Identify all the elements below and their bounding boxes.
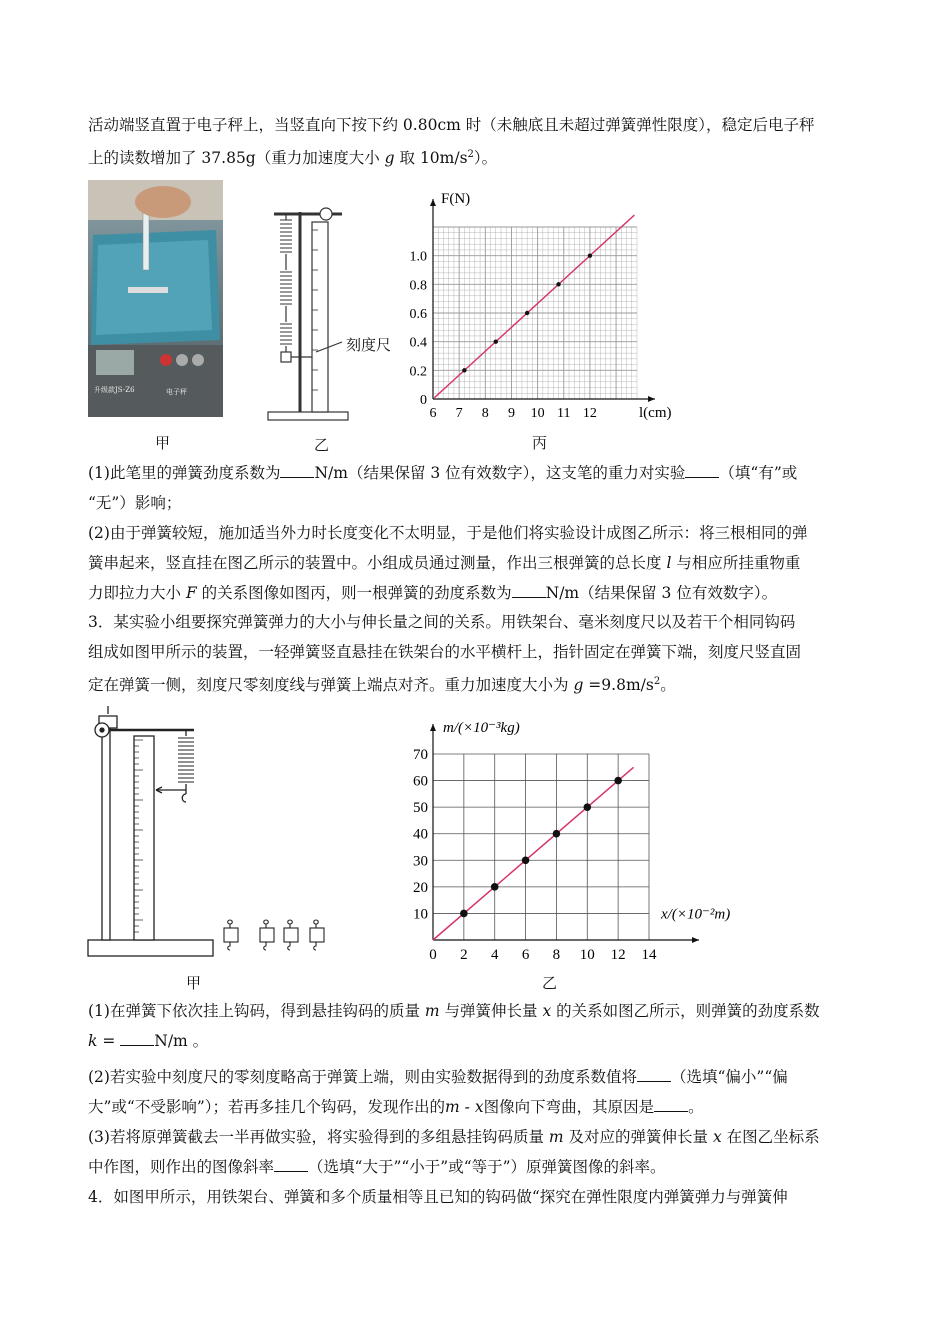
q3-1-eq: =	[97, 1032, 121, 1050]
y-tick-label: 60	[413, 773, 428, 790]
problem-3	[88, 607, 863, 700]
q3-1-text-c: 的关系如图乙所示，则弹簧的劲度系数	[551, 1002, 820, 1020]
var-k: k	[88, 1032, 98, 1050]
y-tick-label: 0.4	[409, 335, 427, 351]
q1-text-b: N/m（结果保留 3 位有效数字），这支笔的重力对实验	[314, 464, 686, 482]
x-tick-label: 12	[582, 406, 597, 421]
q2-text-a: (2)由于弹簧较短，施加适当外力时长度变化不太明显，于是他们将实验设计成图乙所示：将三根相同的弹	[88, 524, 808, 542]
p3-line-3b: =9.8m/s	[583, 676, 654, 695]
var-m-x: m - x	[445, 1098, 484, 1116]
answer-blank-influence[interactable]	[685, 463, 719, 478]
q3-part-3	[88, 1122, 863, 1182]
q3-1-text-a: (1)在弹簧下依次挂上钩码，得到悬挂钩码的质量	[88, 1002, 425, 1020]
q1-text-c: （填“有”或	[719, 464, 798, 482]
chart-yi	[400, 706, 780, 962]
q3-3-text-a: (3)若将原弹簧截去一半再做实验，将实验得到的多组悬挂钩码质量	[88, 1128, 549, 1146]
var-F: F	[185, 584, 197, 602]
intro-line-2b: 取 10m/s	[394, 149, 468, 168]
x-tick-label: 8	[481, 406, 489, 421]
grid-fine	[433, 227, 637, 399]
x-tick-label: 2	[460, 947, 468, 962]
x-axis-label: l(cm)	[639, 405, 672, 421]
q2-text-b: 簧串起来，竖直挂在图乙所示的装置中。小组成员通过测量，作出三根弹簧的总长度	[88, 554, 667, 572]
answer-blank-k[interactable]	[280, 463, 314, 478]
data-point	[583, 803, 591, 811]
x-tick-label: 10	[579, 947, 595, 962]
data-point	[588, 253, 592, 257]
var-g-2: g	[573, 676, 584, 695]
q3-2-text-e: 。	[688, 1098, 704, 1116]
p3-line-2: 组成如图甲所示的装置，一轻弹簧竖直悬挂在铁架台的水平横杆上，指针固定在弹簧下端，刻度尺竖直固	[88, 643, 802, 661]
caption-yi-2: 乙	[542, 974, 558, 992]
x-axis-arrow	[692, 937, 699, 943]
q3-part-1	[88, 996, 863, 1056]
y-axis-label: m/(×10⁻³kg)	[443, 720, 520, 736]
y-tick-label: 30	[413, 853, 428, 870]
intro-line-2: 上的读数增加了 37.85g（重力加速度大小	[88, 149, 385, 168]
var-g: g	[384, 149, 395, 168]
data-point	[491, 883, 499, 891]
y-tick-label: 50	[413, 800, 428, 817]
answer-blank-k-single[interactable]	[512, 583, 546, 598]
sup-2: 2	[467, 149, 474, 160]
y-tick-label: 70	[413, 747, 428, 763]
y-tick-label: 0.8	[409, 278, 427, 294]
y-tick-label: 0.2	[409, 364, 427, 380]
y-tick-label: 20	[413, 879, 428, 896]
ruler-label: 刻度尺	[346, 336, 392, 354]
q1-text-d: “无”）影响；	[88, 494, 182, 512]
data-point	[462, 368, 466, 372]
data-point	[494, 339, 498, 343]
y-tick-label: 1.0	[409, 249, 427, 265]
answer-blank-bias[interactable]	[637, 1067, 671, 1082]
intro-line-1: 活动端竖直置于电子秤上，当竖直向下按下约 0.80cm 时（未触底且未超过弹簧弹性限度），稳定后电子秤	[88, 116, 815, 134]
y-axis-arrow	[430, 724, 436, 731]
var-l: l	[666, 554, 672, 572]
p3-line-3c: 。	[660, 676, 676, 695]
p3-line-3: 定在弹簧一侧，刻度尺零刻度线与弹簧上端点对齐。重力加速度大小为	[88, 676, 574, 695]
x-tick-label: 8	[552, 947, 561, 962]
y-axis-label: F(N)	[441, 191, 471, 207]
caption-yi-1: 乙	[314, 436, 330, 454]
q1-text-a: (1)此笔里的弹簧劲度系数为	[88, 464, 281, 482]
answer-blank-k-3[interactable]	[120, 1031, 154, 1046]
q3-3-text-e: （选填“大于”“小于”或“等于”）原弹簧图像的斜率。	[308, 1158, 666, 1176]
x-tick-label: 7	[455, 406, 463, 421]
y-tick-label: 10	[413, 906, 428, 923]
y-tick-label: 0.6	[409, 307, 427, 322]
x-tick-label: 6	[521, 947, 530, 962]
data-point	[556, 282, 560, 286]
x-tick-label: 6	[429, 406, 437, 421]
x-axis-arrow	[648, 396, 655, 402]
intro-line-2c: ）。	[473, 149, 498, 168]
q3-2-text-a: (2)若实验中刻度尺的零刻度略高于弹簧上端，则由实验数据得到的劲度系数值将	[88, 1068, 637, 1086]
y-tick-label: 40	[413, 826, 428, 843]
problem-4	[88, 1182, 863, 1212]
q3-3-text-c: 在图乙坐标系	[721, 1128, 820, 1146]
x-axis-label: x/(×10⁻²m)	[661, 906, 731, 923]
caption-bing-1: 丙	[532, 434, 548, 452]
sup-2b: 2	[653, 676, 661, 687]
data-point	[460, 910, 468, 918]
q2-text-d: 力即拉力大小	[88, 584, 186, 602]
caption-jia-1: 甲	[155, 434, 171, 452]
var-m-2: m	[548, 1128, 564, 1146]
intro-paragraph	[88, 110, 863, 173]
x-tick-label: 11	[557, 406, 571, 421]
x-tick-label: 10	[530, 406, 545, 421]
q3-2-text-d: 图像向下弯曲，其原因是	[483, 1098, 655, 1116]
photo-text-model: 升级款JS-Z6	[94, 386, 135, 394]
x-tick-label: 0	[429, 947, 437, 962]
photo-scale	[88, 180, 223, 417]
q2-text-f: N/m（结果保留 3 位有效数字）。	[545, 584, 778, 602]
var-x-2: x	[712, 1128, 722, 1146]
data-point	[525, 311, 529, 315]
diagram-three-springs	[262, 200, 402, 425]
diagram-apparatus	[86, 704, 346, 960]
answer-blank-slope[interactable]	[274, 1157, 308, 1172]
question-1	[88, 458, 863, 518]
data-point	[614, 777, 622, 785]
data-point	[522, 856, 530, 864]
var-m: m	[424, 1002, 440, 1020]
x-tick-label: 4	[490, 947, 499, 962]
y-axis-arrow	[430, 199, 436, 206]
x-tick-label: 9	[507, 406, 515, 421]
chart-bing	[400, 185, 700, 425]
p4-line-1: 4．如图甲所示，用铁架台、弹簧和多个质量相等且已知的钩码做“探究在弹性限度内弹簧弹力与弹簧伸	[88, 1188, 788, 1206]
q3-2-text-c: 大”或“不受影响”）；若再多挂几个钩码，发现作出的	[88, 1098, 446, 1116]
q3-3-text-b: 及对应的弹簧伸长量	[563, 1128, 713, 1146]
photo-text-brand: 电子秤	[166, 388, 187, 396]
p3-line-1: 3．某实验小组要探究弹簧弹力的大小与伸长量之间的关系。用铁架台、毫米刻度尺以及若干个相同钩码	[88, 613, 796, 631]
q3-3-text-d: 中作图，则作出的图像斜率	[88, 1158, 275, 1176]
q3-1-text-b: 与弹簧伸长量	[439, 1002, 543, 1020]
caption-jia-2: 甲	[186, 974, 202, 992]
data-point	[553, 830, 561, 838]
q3-part-2	[88, 1062, 863, 1122]
question-2	[88, 518, 863, 608]
q3-1-unit: N/m 。	[154, 1032, 209, 1050]
y-tick-label: 0	[420, 393, 427, 408]
answer-blank-reason[interactable]	[654, 1097, 688, 1112]
x-tick-label: 14	[641, 947, 657, 962]
q3-2-text-b: （选填“偏小”“偏	[670, 1068, 788, 1086]
x-tick-label: 12	[610, 947, 626, 962]
var-x: x	[542, 1002, 552, 1020]
q2-text-e: 的关系图像如图丙，则一根弹簧的劲度系数为	[196, 584, 512, 602]
q2-text-c: 与相应所挂重物重	[671, 554, 801, 572]
